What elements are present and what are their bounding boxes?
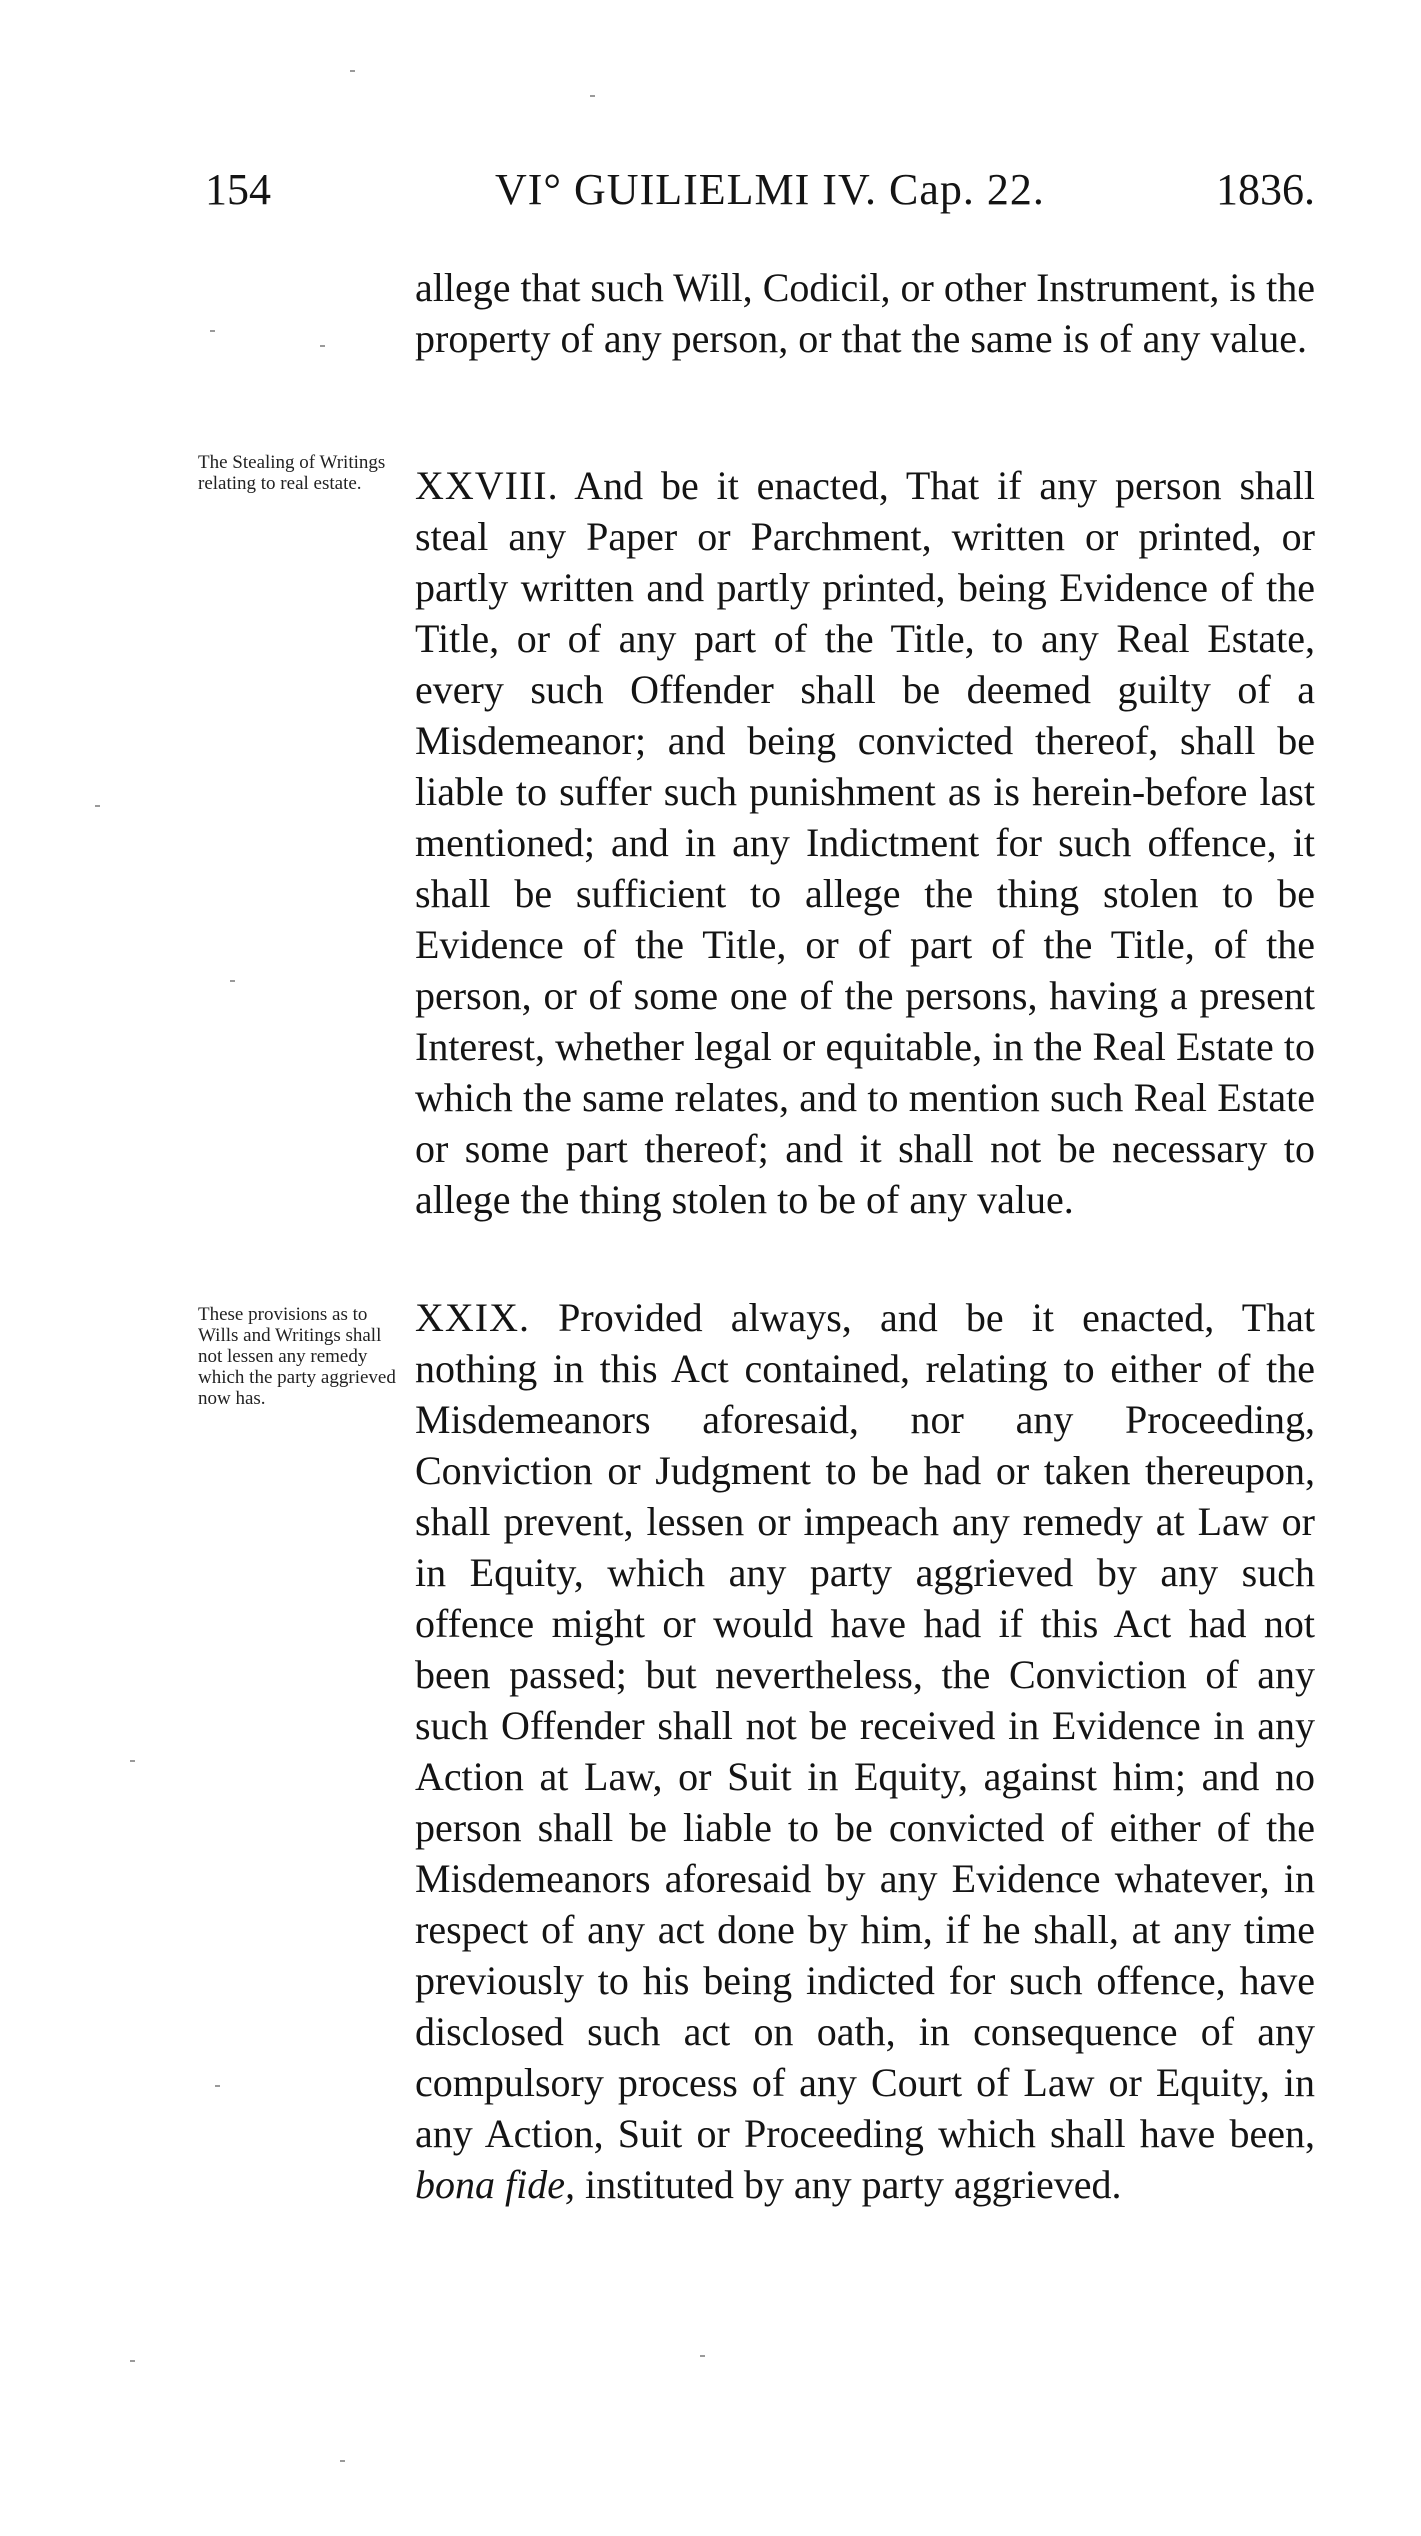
continuation-text: allege that such Will, Codicil, or other Instrument, is the property of any person, or that the same is of any value. [415, 265, 1315, 361]
italic-phrase: bona fide, [415, 2162, 575, 2207]
continuation-paragraph [415, 262, 1315, 364]
scan-speck [350, 70, 355, 72]
scan-speck [700, 2355, 705, 2357]
section-text: And be it enacted, That if any person shall steal any Paper or Parchment, written or printed, or partly written and partly printed, being Evidence of the Title, or of any part of the Title, to any Real Estate, every such Offender shall be deemed guilty of a Misdemeanor; and being convicted thereof, shall be liable to suffer such punishment as is herein-before last mentioned; and in any Indictment for such offence, it shall be sufficient to allege the thing stolen to be Evidence of the Title, or of part of the Title, of the person, or of some one of the persons, having a present Interest, whether legal or equitable, in the Real Estate to which the same relates, and to mention such Real Estate or some part thereof; and it shall not be necessary to allege the thing stolen to be of any value. [415, 463, 1315, 1222]
scan-speck [590, 95, 595, 97]
section-28 [415, 460, 1315, 1225]
section-tail: instituted by any party aggrieved. [584, 2162, 1122, 2207]
scan-speck [95, 805, 100, 807]
scan-speck [210, 330, 215, 332]
section-29 [415, 1292, 1315, 2210]
header-year: 1836. [1216, 165, 1315, 214]
running-title: VI° GUILIELMI IV. Cap. 22. [495, 165, 1045, 214]
section-number: XXIX. [415, 1295, 530, 1340]
section-29-paragraph [415, 1292, 1315, 2210]
scan-speck [130, 1760, 135, 1762]
margin-note-section-29: These provisions as to Wills and Writings shall not lessen any remedy which the party aggrieved now has. [198, 1304, 396, 1409]
scan-speck [130, 2360, 135, 2362]
scan-speck [230, 980, 235, 982]
running-header [205, 160, 1315, 220]
scan-speck [320, 345, 325, 347]
section-text: Provided always, and be it enacted, That nothing in this Act contained, relating to either of the Misdemeanors aforesaid, nor any Proceeding, Conviction or Judgment to be had or taken thereupon, shall prevent, lessen or impeach any remedy at Law or in Equity, which any party aggrieved by any such offence might or would have had if this Act had not been passed; but nevertheless, the Conviction of any such Offender shall not be received in Evidence in any Action at Law, or Suit in Equity, against him; and no person shall be liable to be convicted of either of the Misdemeanors aforesaid by any Evidence whatever, in respect of any act done by him, if he shall, at any time previously to his being indicted for such offence, have disclosed such act on oath, in consequence of any compulsory process of any Court of Law or Equity, in any Action, Suit or Proceeding which shall have been, [415, 1295, 1316, 2156]
margin-note-section-28: The Stealing of Writings relating to real estate. [198, 452, 386, 494]
page-number: 154 [205, 165, 271, 214]
scan-speck [215, 2085, 220, 2087]
section-number: XXVIII. [415, 463, 559, 508]
scan-speck [340, 2460, 345, 2462]
section-28-paragraph [415, 460, 1315, 1225]
